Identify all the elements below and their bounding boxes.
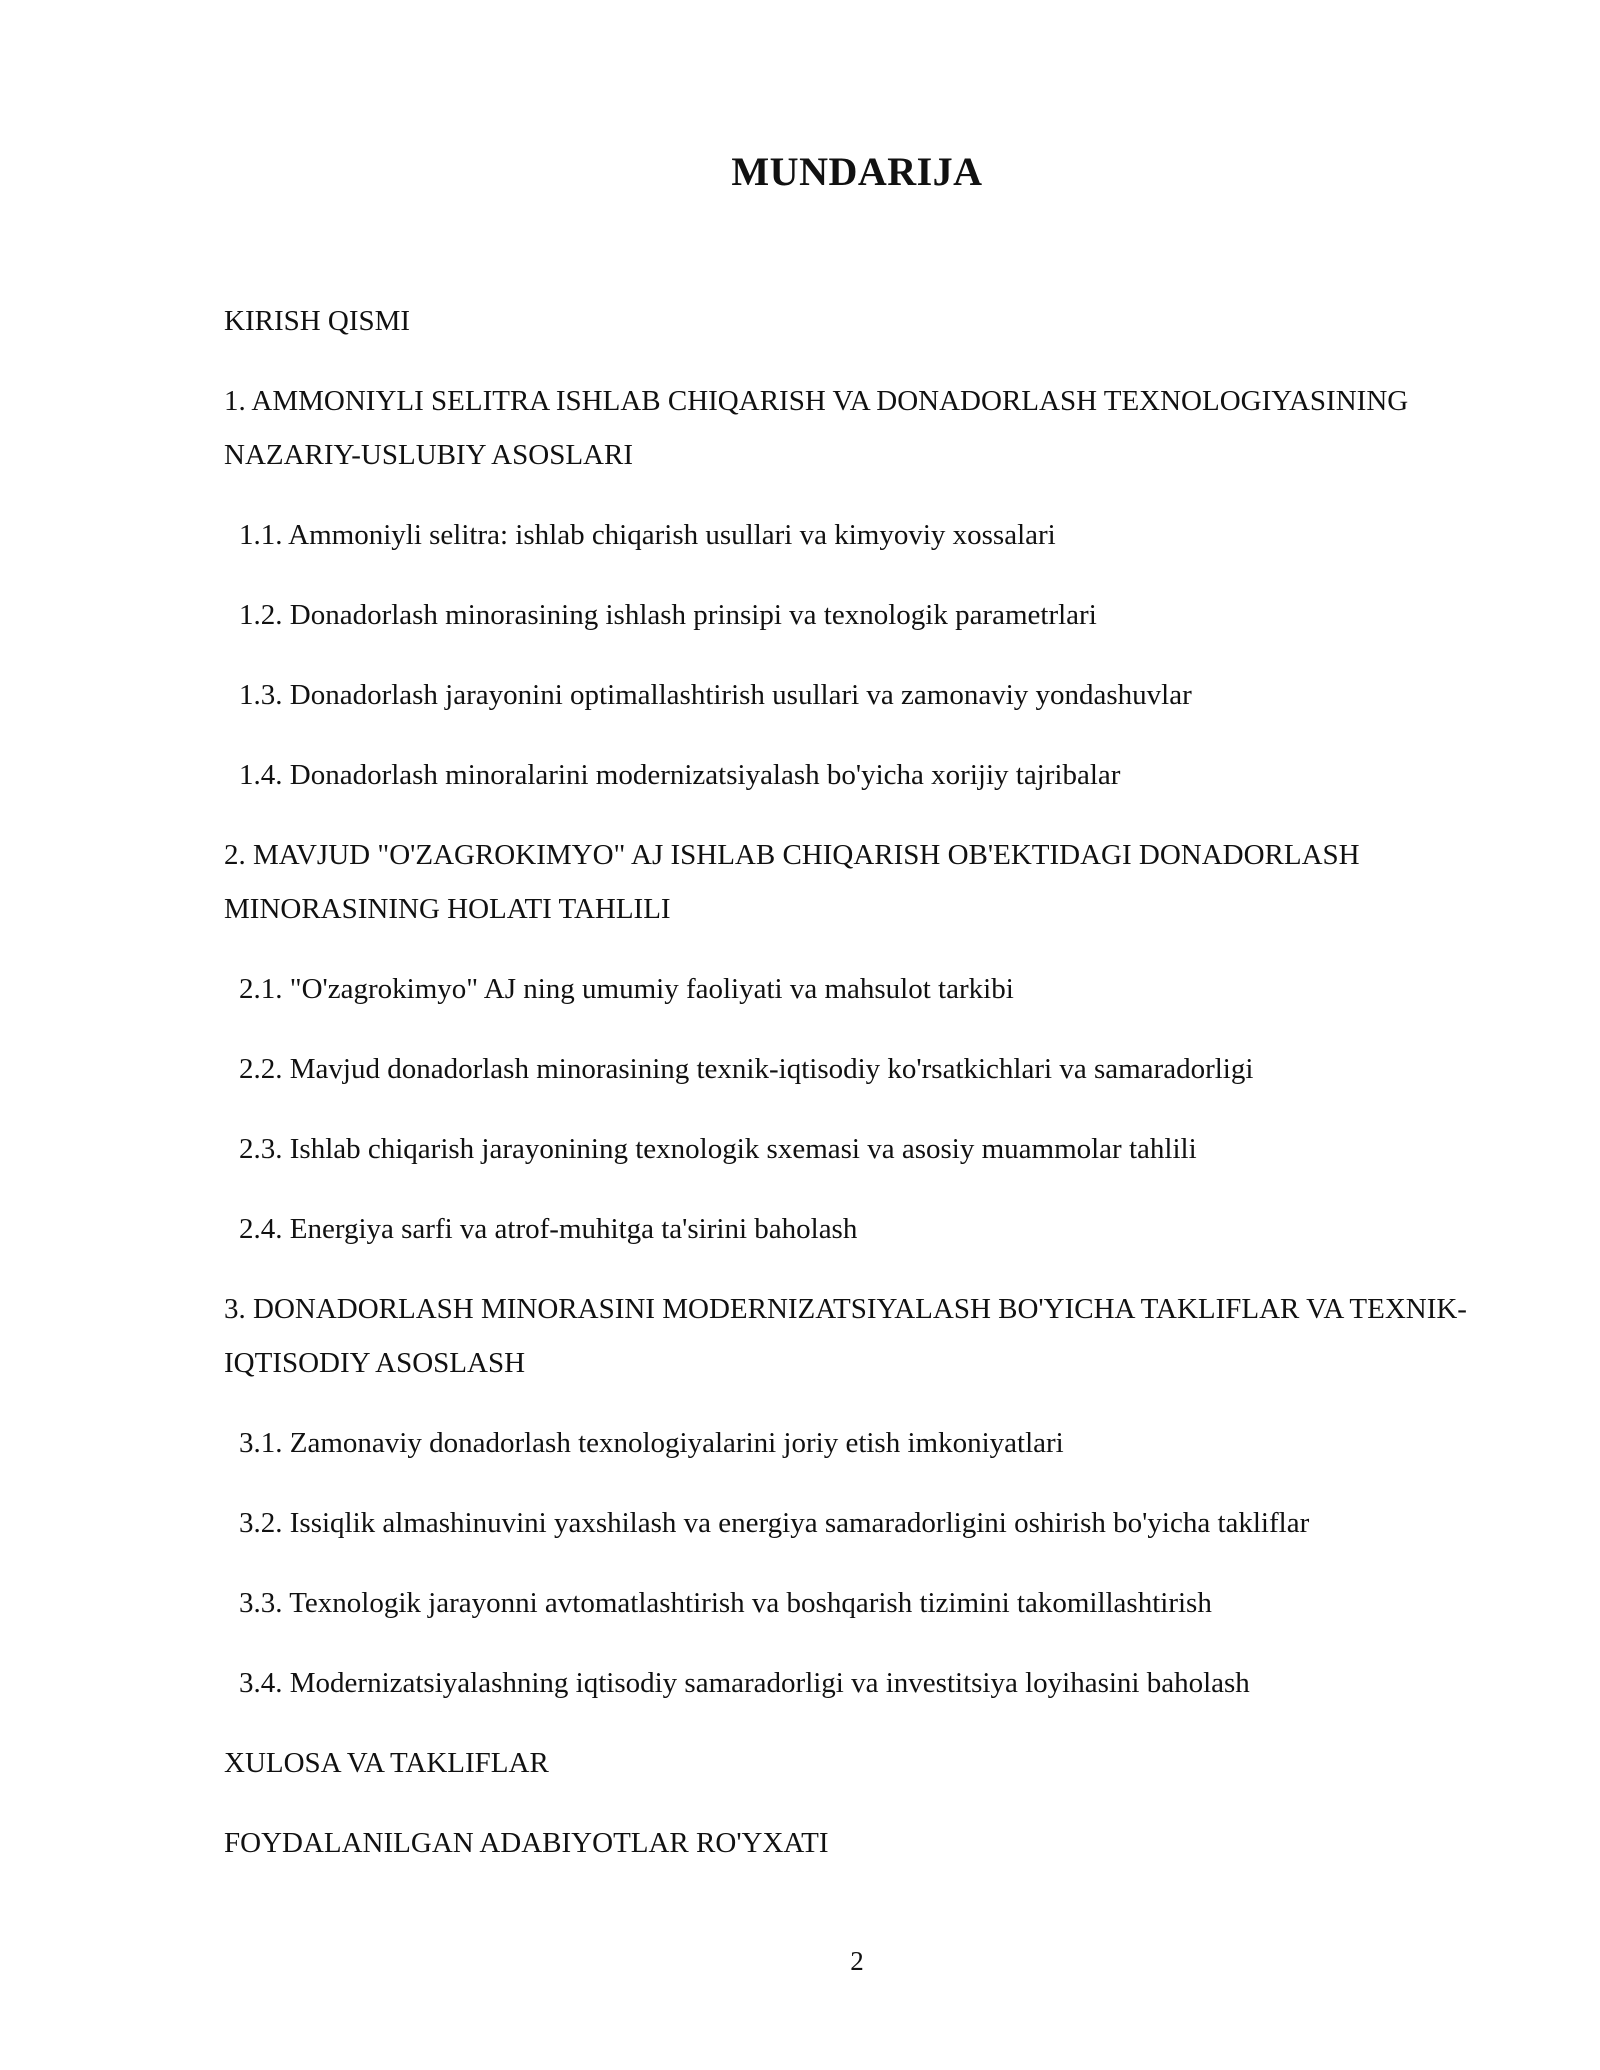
toc-entry: 3.3. Texnologik jarayonni avtomatlashtirish va boshqarish tizimini takomillashtirish [239,1587,1212,1619]
toc-entry: 2.3. Ishlab chiqarish jarayonining texnologik sxemasi va asosiy muammolar tahlili [239,1133,1197,1165]
toc-entry: 2.2. Mavjud donadorlash minorasining texnik-iqtisodiy ko'rsatkichlari va samaradorligi [239,1053,1254,1085]
toc-entry: 3. DONADORLASH MINORASINI MODERNIZATSIYALASH BO'YICHA TAKLIFLAR VA TEXNIK-IQTISODIY ASOSLASH [224,1293,1467,1379]
page-title: MUNDARIJA [731,149,983,194]
toc-entry: 1. AMMONIYLI SELITRA ISHLAB CHIQARISH VA DONADORLASH TEXNOLOGIYASINING NAZARIY-USLUBIY ASOSLARI [224,385,1409,471]
toc-entry: 2.4. Energiya sarfi va atrof-muhitga ta'sirini baholash [239,1213,858,1245]
toc-entry: 2. MAVJUD "O'ZAGROKIMYO" AJ ISHLAB CHIQARISH OB'EKTIDAGI DONADORLASH MINORASINING HOLATI TAHLILI [224,839,1360,925]
toc-entry: 3.2. Issiqlik almashinuvini yaxshilash va energiya samaradorligini oshirish bo'yicha takliflar [239,1507,1310,1539]
toc-entry: 1.2. Donadorlash minorasining ishlash prinsipi va texnologik parametrlari [239,599,1097,631]
toc-entry: 1.1. Ammoniyli selitra: ishlab chiqarish usullari va kimyoviy xossalari [239,519,1056,551]
toc-entry: 1.3. Donadorlash jarayonini optimallashtirish usullari va zamonaviy yondashuvlar [239,679,1192,711]
toc-entry: 1.4. Donadorlash minoralarini modernizatsiyalash bo'yicha xorijiy tajribalar [239,759,1121,791]
toc-entry: 3.4. Modernizatsiyalashning iqtisodiy samaradorligi va investitsiya loyihasini baholash [239,1667,1250,1699]
toc-entry: XULOSA VA TAKLIFLAR [224,1747,549,1779]
toc-entry: 2.1. "O'zagrokimyo" AJ ning umumiy faoliyati va mahsulot tarkibi [239,973,1014,1005]
toc-entry: KIRISH QISMI [224,305,411,337]
toc-entry: FOYDALANILGAN ADABIYOTLAR RO'YXATI [224,1827,829,1859]
page-number: 2 [850,1946,864,1976]
toc-entry: 3.1. Zamonaviy donadorlash texnologiyalarini joriy etish imkoniyatlari [239,1427,1064,1459]
table-of-contents [224,294,1484,1896]
